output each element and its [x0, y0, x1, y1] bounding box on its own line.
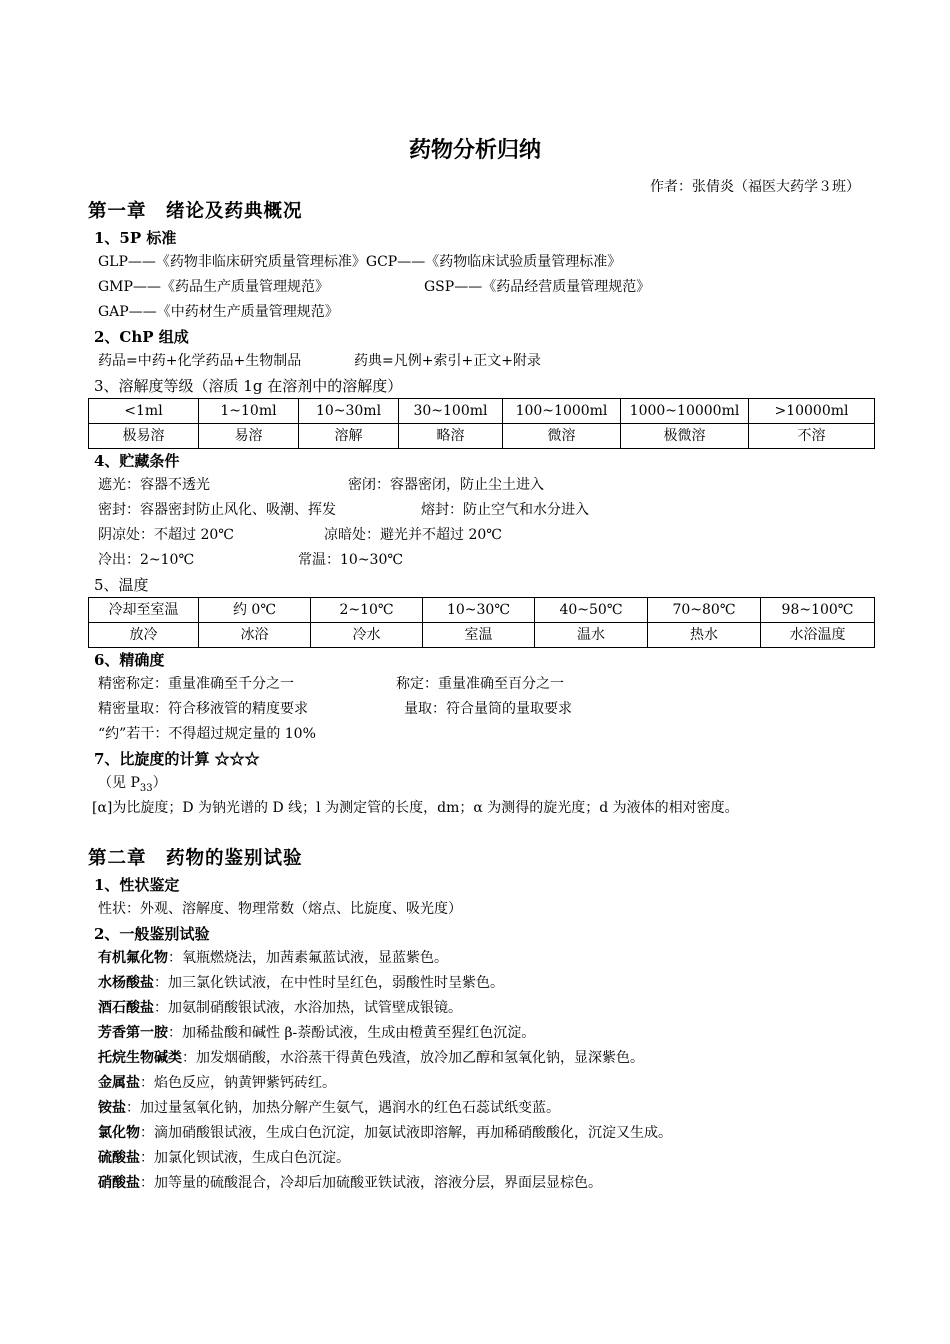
- storage-lightproof-text: 遮光：容器不透光: [98, 477, 210, 493]
- precise-weigh-text: 精密称定：重量准确至千分之一: [98, 676, 294, 692]
- chapter-1-heading: 第一章 绪论及药典概况: [88, 201, 303, 222]
- table-cell: 极易溶: [89, 424, 199, 449]
- list-item: [88, 996, 878, 1021]
- storage-line-3: [88, 523, 878, 548]
- item-text: ：加氯化钡试液，生成白色沉淀。: [140, 1150, 350, 1166]
- section-precision-heading: 6、精确度: [94, 651, 165, 669]
- table-cell: 70~80℃: [648, 598, 761, 623]
- table-cell: >10000ml: [749, 399, 875, 424]
- table-cell: 易溶: [199, 424, 299, 449]
- item-text: ：氧瓶燃烧法，加茜素氟蓝试液，显蓝紫色。: [168, 950, 448, 966]
- table-cell: 极微溶: [621, 424, 749, 449]
- precision-line-1: [88, 672, 878, 697]
- list-item: [88, 1146, 878, 1171]
- item-term: 硝酸盐: [98, 1175, 140, 1191]
- table-cell: 1~10ml: [199, 399, 299, 424]
- storage-closed-text: 密闭：容器密闭，防止尘土进入: [348, 477, 544, 493]
- section-5p-heading: 1、5P 标准: [94, 229, 177, 247]
- storage-sealed-text: 密封：容器密封防止风化、吸潮、挥发: [98, 502, 336, 518]
- table-cell: <1ml: [89, 399, 199, 424]
- storage-line-1: [88, 473, 878, 498]
- table-cell: 1000~10000ml: [621, 399, 749, 424]
- table-row: [89, 623, 875, 648]
- solubility-table: [88, 398, 875, 449]
- rotation-ref-line: [88, 771, 878, 796]
- glp-gcp-line: [88, 250, 878, 275]
- storage-fused-text: 熔封：防止空气和水分进入: [421, 502, 589, 518]
- table-cell: 温水: [535, 623, 648, 648]
- gcp-text: GCP——《药物临床试验质量管理标准》: [365, 254, 622, 270]
- table-cell: 水浴温度: [761, 623, 875, 648]
- precise-measure-text: 精密量取：符合移液管的精度要求: [98, 701, 308, 717]
- item-term: 铵盐: [98, 1100, 126, 1116]
- measure-text: 量取：符合量筒的量取要求: [404, 701, 572, 717]
- table-cell: 冷却至室温: [89, 598, 199, 623]
- chp-drugs-text: 药品=中药+化学药品+生物制品: [98, 353, 302, 369]
- item-text: ：滴加硝酸银试液，生成白色沉淀，加氨试液即溶解，再加稀硝酸酸化，沉淀又生成。: [140, 1125, 672, 1141]
- table-cell: 冰浴: [199, 623, 311, 648]
- list-item: [88, 1021, 878, 1046]
- table-cell: 不溶: [749, 424, 875, 449]
- item-text: ：加稀盐酸和碱性 β-萘酚试液，生成由橙黄至猩红色沉淀。: [168, 1025, 536, 1041]
- table-cell: 溶解: [299, 424, 399, 449]
- section-general-identification-heading: 2、一般鉴别试验: [94, 925, 210, 943]
- rotation-desc-text: [α]为比旋度；D 为钠光谱的 D 线；l 为测定管的长度，dm；α 为测得的旋光度；d 为液体的相对密度。: [92, 800, 739, 816]
- gsp-text: GSP——《药品经营质量管理规范》: [424, 279, 651, 295]
- gmp-text: GMP——《药品生产质量管理规范》: [98, 279, 329, 295]
- item-text: ：加过量氢氧化钠，加热分解产生氨气，遇润水的红色石蕊试纸变蓝。: [126, 1100, 560, 1116]
- temperature-table: [88, 597, 875, 648]
- table-cell: 30~100ml: [399, 399, 503, 424]
- list-item: [88, 1071, 878, 1096]
- table-cell: 10~30ml: [299, 399, 399, 424]
- precision-line-3: [88, 722, 878, 747]
- precision-line-2: [88, 697, 878, 722]
- table-row: [89, 424, 875, 449]
- appearance-line: [88, 897, 878, 922]
- list-item: [88, 1046, 878, 1071]
- document-content: [88, 198, 878, 1196]
- table-cell: 40~50℃: [535, 598, 648, 623]
- approx-text: “约”若干：不得超过规定量的 10%: [98, 726, 316, 742]
- chapter-2-heading: 第二章 药物的鉴别试验: [88, 848, 303, 869]
- section-solubility-heading: 3、溶解度等级（溶质 1g 在溶剂中的溶解度）: [94, 377, 403, 395]
- item-term: 硫酸盐: [98, 1150, 140, 1166]
- storage-line-4: [88, 548, 878, 573]
- section-specific-rotation-heading: 7、比旋度的计算 ☆☆☆: [94, 750, 260, 768]
- item-text: ：加氨制硝酸银试液，水浴加热，试管壁成银镜。: [154, 1000, 462, 1016]
- table-cell: 98~100℃: [761, 598, 875, 623]
- list-item: [88, 1121, 878, 1146]
- storage-room-text: 常温：10~30℃: [298, 552, 404, 568]
- rotation-ref-page: 33: [139, 782, 153, 794]
- list-item: [88, 1096, 878, 1121]
- table-cell: 热水: [648, 623, 761, 648]
- gmp-gsp-line: [88, 275, 878, 300]
- section-temperature-heading: 5、温度: [94, 576, 149, 594]
- table-cell: 10~30℃: [423, 598, 535, 623]
- section-storage-heading: 4、贮藏条件: [94, 452, 180, 470]
- gap-text: GAP——《中药材生产质量管理规范》: [98, 304, 339, 320]
- table-cell: 微溶: [503, 424, 621, 449]
- item-text: ：焰色反应，钠黄钾紫钙砖红。: [140, 1075, 336, 1091]
- rotation-ref-prefix: （见 P: [98, 775, 140, 791]
- glp-text: GLP——《药物非临床研究质量管理标准》: [98, 254, 366, 270]
- item-text: ：加发烟硝酸，水浴蒸干得黄色残渣，放冷加乙醇和氢氧化钠，显深紫色。: [182, 1050, 644, 1066]
- storage-cold-text: 冷出：2~10℃: [98, 552, 195, 568]
- section-appearance-heading: 1、性状鉴定: [94, 876, 180, 894]
- item-term: 金属盐: [98, 1075, 140, 1091]
- list-item: [88, 946, 878, 971]
- rotation-ref-suffix: ）: [152, 775, 167, 791]
- chp-pharmacopoeia-text: 药典=凡例+索引+正文+附录: [354, 353, 541, 369]
- item-term: 有机氟化物: [98, 950, 168, 966]
- storage-cool-dark-text: 凉暗处：避光并不超过 20℃: [324, 527, 502, 543]
- item-term: 水杨酸盐: [98, 975, 154, 991]
- weigh-text: 称定：重量准确至百分之一: [396, 676, 564, 692]
- section-chp-heading: 2、ChP 组成: [94, 328, 189, 346]
- item-term: 托烷生物碱类: [98, 1050, 182, 1066]
- author-line: 作者：张倩炎（福医大药学３班）: [650, 179, 860, 195]
- chp-line: [88, 349, 878, 374]
- item-term: 氯化物: [98, 1125, 140, 1141]
- list-item: [88, 971, 878, 996]
- appearance-text: 性状：外观、溶解度、物理常数（熔点、比旋度、吸光度）: [98, 901, 462, 917]
- document-title: 药物分析归纳: [408, 137, 541, 163]
- table-cell: 2~10℃: [311, 598, 423, 623]
- item-term: 芳香第一胺: [98, 1025, 168, 1041]
- table-row: [89, 399, 875, 424]
- table-cell: 冷水: [311, 623, 423, 648]
- table-cell: 放冷: [89, 623, 199, 648]
- item-text: ：加三氯化铁试液，在中性时呈红色，弱酸性时呈紫色。: [154, 975, 504, 991]
- rotation-desc-line: [88, 796, 878, 821]
- table-cell: 室温: [423, 623, 535, 648]
- storage-line-2: [88, 498, 878, 523]
- item-term: 酒石酸盐: [98, 1000, 154, 1016]
- table-cell: 约 0℃: [199, 598, 311, 623]
- gap-line: [88, 300, 878, 325]
- item-text: ：加等量的硫酸混合，冷却后加硫酸亚铁试液，溶液分层，界面层显棕色。: [140, 1175, 602, 1191]
- table-row: [89, 598, 875, 623]
- storage-cool-text: 阴凉处：不超过 20℃: [98, 527, 234, 543]
- table-cell: 100~1000ml: [503, 399, 621, 424]
- list-item: [88, 1171, 878, 1196]
- table-cell: 略溶: [399, 424, 503, 449]
